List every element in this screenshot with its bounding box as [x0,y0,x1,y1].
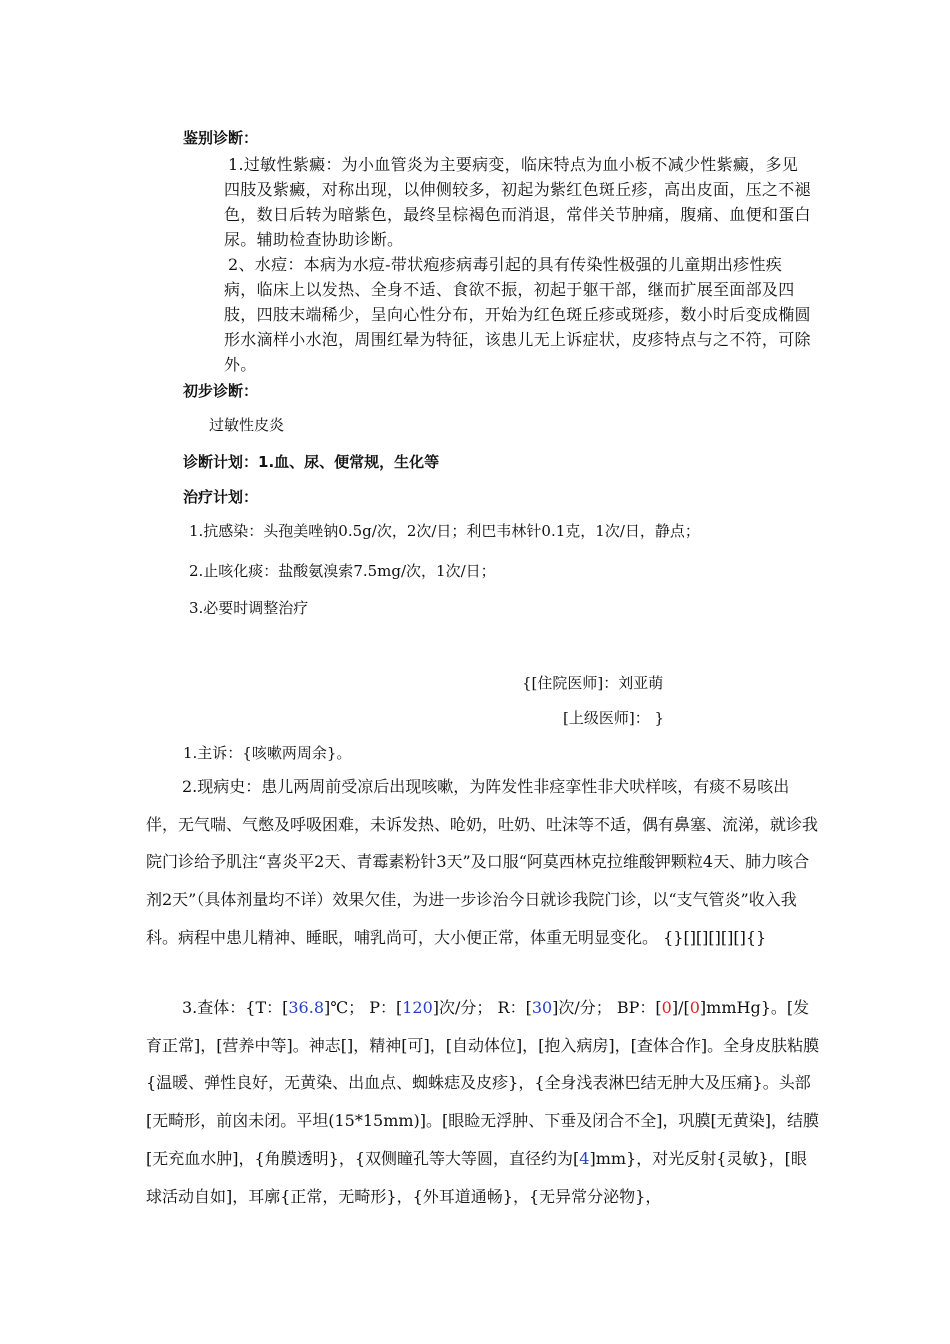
diff-diagnosis-item-1: 1.过敏性紫癜：为小血管炎为主要病变，临床特点为血小板不减少性紫癜，多见四肢及紫癜，对称出现，以伸侧较多，初起为紫红色斑丘疹，高出皮面，压之不褪色，数日后转为暗紫色，最终呈棕褐色而消退，常伴关节肿痛，腹痛、血便和蛋白尿。辅助检查协助诊断。 [224,155,811,249]
physical-exam [146,989,821,1215]
treatment-item-3: 3.必要时调整治疗 [189,599,309,617]
pulse-unit: ]次/分； R：[ [432,998,532,1017]
differential-diagnosis-heading: 鉴别诊断： [183,129,259,147]
initial-diagnosis-heading: 初步诊断： [183,382,259,400]
respiration-value: 30 [531,998,553,1017]
bp-diastolic-value: 0 [689,998,700,1017]
exam-text-part-2: ]mm}，对光反射{灵敏}，[眼球活动自如]，耳廓{正常，无畸形}，{外耳道通畅}，{无异常分泌物}， [146,1148,807,1206]
treatment-item-1: 1.抗感染：头孢美唑钠0.5g/次，2次/日；利巴韦林针0.1克，1次/日，静点； [189,522,700,540]
treatment-plan-heading: 治疗计划： [183,488,259,506]
present-illness-history: 2.现病史：患儿两周前受凉后出现咳嗽，为阵发性非痉挛性非犬吠样咳，有痰不易咳出伴，无气喘、气憋及呼吸困难，未诉发热、呛奶，吐奶、吐沫等不适，偶有鼻塞、流涕，就诊我院门诊给予肌注“喜炎平2天、青霉素粉针3天”及口服“阿莫西林克拉维酸钾颗粒4天、肺力咳合剂2天”（具体剂量均不详）效果欠佳，为进一步诊治今日就诊我院门诊，以“支气管炎”收入我科。病程中患儿精神、睡眠，哺乳尚可，大小便正常，体重无明显变化。 {}[][][][][]{} [146,777,819,947]
diagnosis-plan: 诊断计划：1.血、尿、便常规，生化等 [183,453,440,471]
diff-diagnosis-item-2: 2、水痘：本病为水痘-带状疱疹病毒引起的具有传染性极强的儿童期出疹性疾病，临床上以发热、全身不适、食欲不振，初起于躯干部，继而扩展至面部及四肢，四肢末端稀少，呈向心性分布，开始为红色斑丘疹或斑疹，数小时后变成椭圆形水滴样小水泡，周围红晕为特征，该患儿无上诉症状，皮疹特点与之不符，可除外。 [224,255,811,374]
exam-prefix: 3.查体：{T：[ [182,998,289,1017]
bp-systolic-value: 0 [661,998,672,1017]
respiration-unit: ]次/分； BP：[ [552,998,662,1017]
chief-complaint: 1.主诉：{咳嗽两周余}。 [183,744,352,762]
bp-separator: ]/[ [671,998,690,1017]
pupil-diameter-value: 4 [579,1148,590,1168]
temperature-value: 36.8 [288,998,324,1017]
bp-unit: ]mmHg}。 [699,998,787,1017]
senior-doctor-signature: [上级医师]： } [563,709,665,727]
initial-diagnosis-value: 过敏性皮炎 [209,416,285,434]
temperature-unit: ]℃； P：[ [324,998,403,1017]
pulse-value: 120 [402,998,433,1017]
exam-text-part-1: [发育正常]，[营养中等]。神志[]，精神[可]，[自动体位]，[抱入病房]，[查体合作]。全身皮肤粘膜{温暖、弹性良好，无黄染、出血点、蜘蛛痣及皮疹}，{全身浅表淋巴结无肿大及压痛}。头部[无畸形，前囟未闭。平坦(15*15mm)]。[眼睑无浮肿、下垂及闭合不全]，巩膜[无黄染]，结膜[无充血水肿]，{角膜透明}，{双侧瞳孔等大等圆，直径约为[ [146,998,820,1168]
treatment-item-2: 2.止咳化痰：盐酸氨溴索7.5mg/次，1次/日； [189,562,496,580]
resident-doctor-signature: {[住院医师]：刘亚萌 [522,674,664,692]
